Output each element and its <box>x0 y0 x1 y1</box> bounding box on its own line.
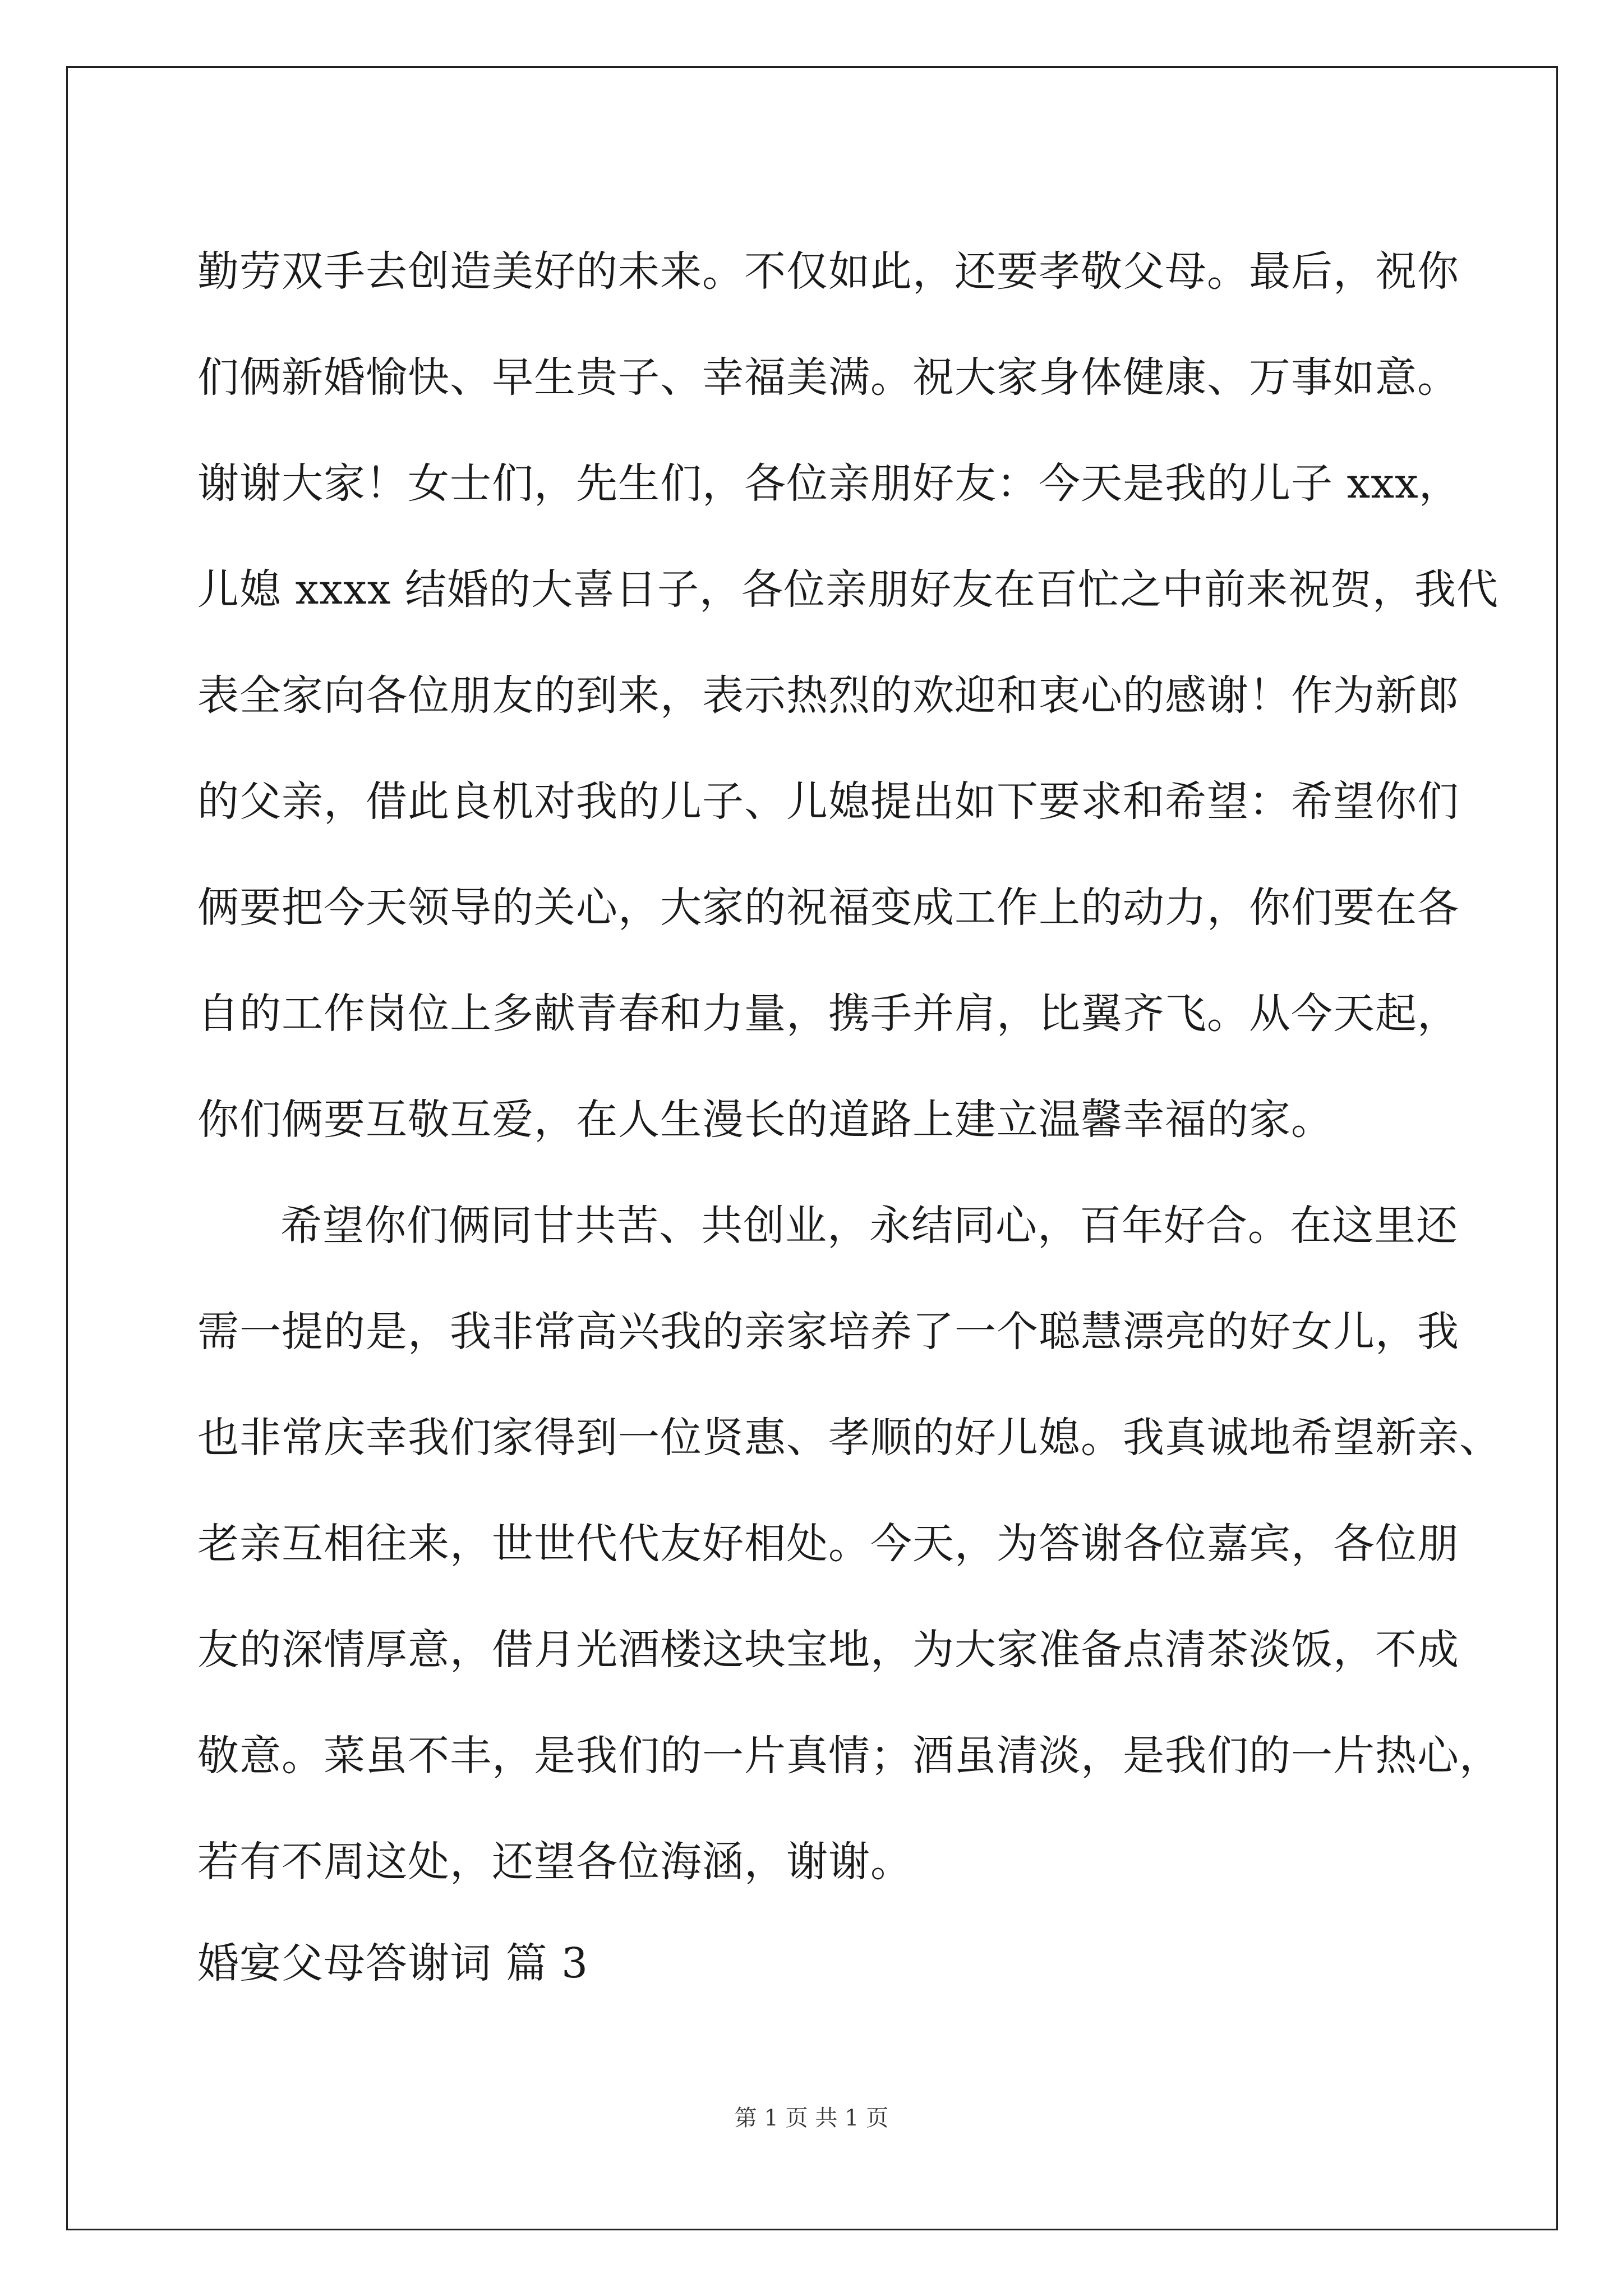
text-line: 的父亲，借此良机对我的儿子、儿媳提出如下要求和希望：希望你们 <box>197 777 1459 826</box>
document-body <box>197 219 1501 1915</box>
section-heading: 婚宴父母答谢词 篇 3 <box>197 1939 589 1987</box>
page-number-footer: 第 1 页 共 1 页 <box>734 2105 889 2131</box>
text-line: 也非常庆幸我们家得到一位贤惠、孝顺的好儿媳。我真诚地希望新亲、 <box>197 1414 1501 1462</box>
text-line: 你们俩要互敬互爱，在人生漫长的道路上建立温馨幸福的家。 <box>197 1096 1333 1144</box>
text-line: 若有不周这处，还望各位海涵，谢谢。 <box>197 1838 912 1886</box>
text-line: 俩要把今天领导的关心，大家的祝福变成工作上的动力，你们要在各 <box>197 884 1459 932</box>
text-line: 老亲互相往来，世世代代友好相处。今天，为答谢各位嘉宾，各位朋 <box>197 1520 1459 1568</box>
paragraph-start-line: 希望你们俩同甘共苦、共创业，永结同心，百年好合。在这里还 <box>280 1202 1458 1250</box>
text-line: 勤劳双手去创造美好的未来。不仅如此，还要孝敬父母。最后，祝你 <box>197 247 1459 296</box>
text-line: 们俩新婚愉快、早生贵子、幸福美满。祝大家身体健康、万事如意。 <box>197 353 1459 402</box>
text-line: 敬意。菜虽不丰，是我们的一片真情；酒虽清淡，是我们的一片热心， <box>197 1732 1501 1780</box>
text-line: 表全家向各位朋友的到来，表示热烈的欢迎和衷心的感谢！作为新郎 <box>197 671 1459 720</box>
text-line: 需一提的是，我非常高兴我的亲家培养了一个聪慧漂亮的好女儿，我 <box>197 1308 1459 1356</box>
text-line: 友的深情厚意，借月光酒楼这块宝地，为大家准备点清茶淡饭，不成 <box>197 1626 1459 1674</box>
text-line: 谢谢大家！女士们，先生们，各位亲朋好友：今天是我的儿子 xxx， <box>197 459 1461 508</box>
text-line: 自的工作岗位上多献青春和力量，携手并肩，比翼齐飞。从今天起， <box>197 990 1459 1038</box>
text-line: 儿媳 xxxx 结婚的大喜日子，各位亲朋好友在百忙之中前来祝贺，我代 <box>197 565 1498 614</box>
